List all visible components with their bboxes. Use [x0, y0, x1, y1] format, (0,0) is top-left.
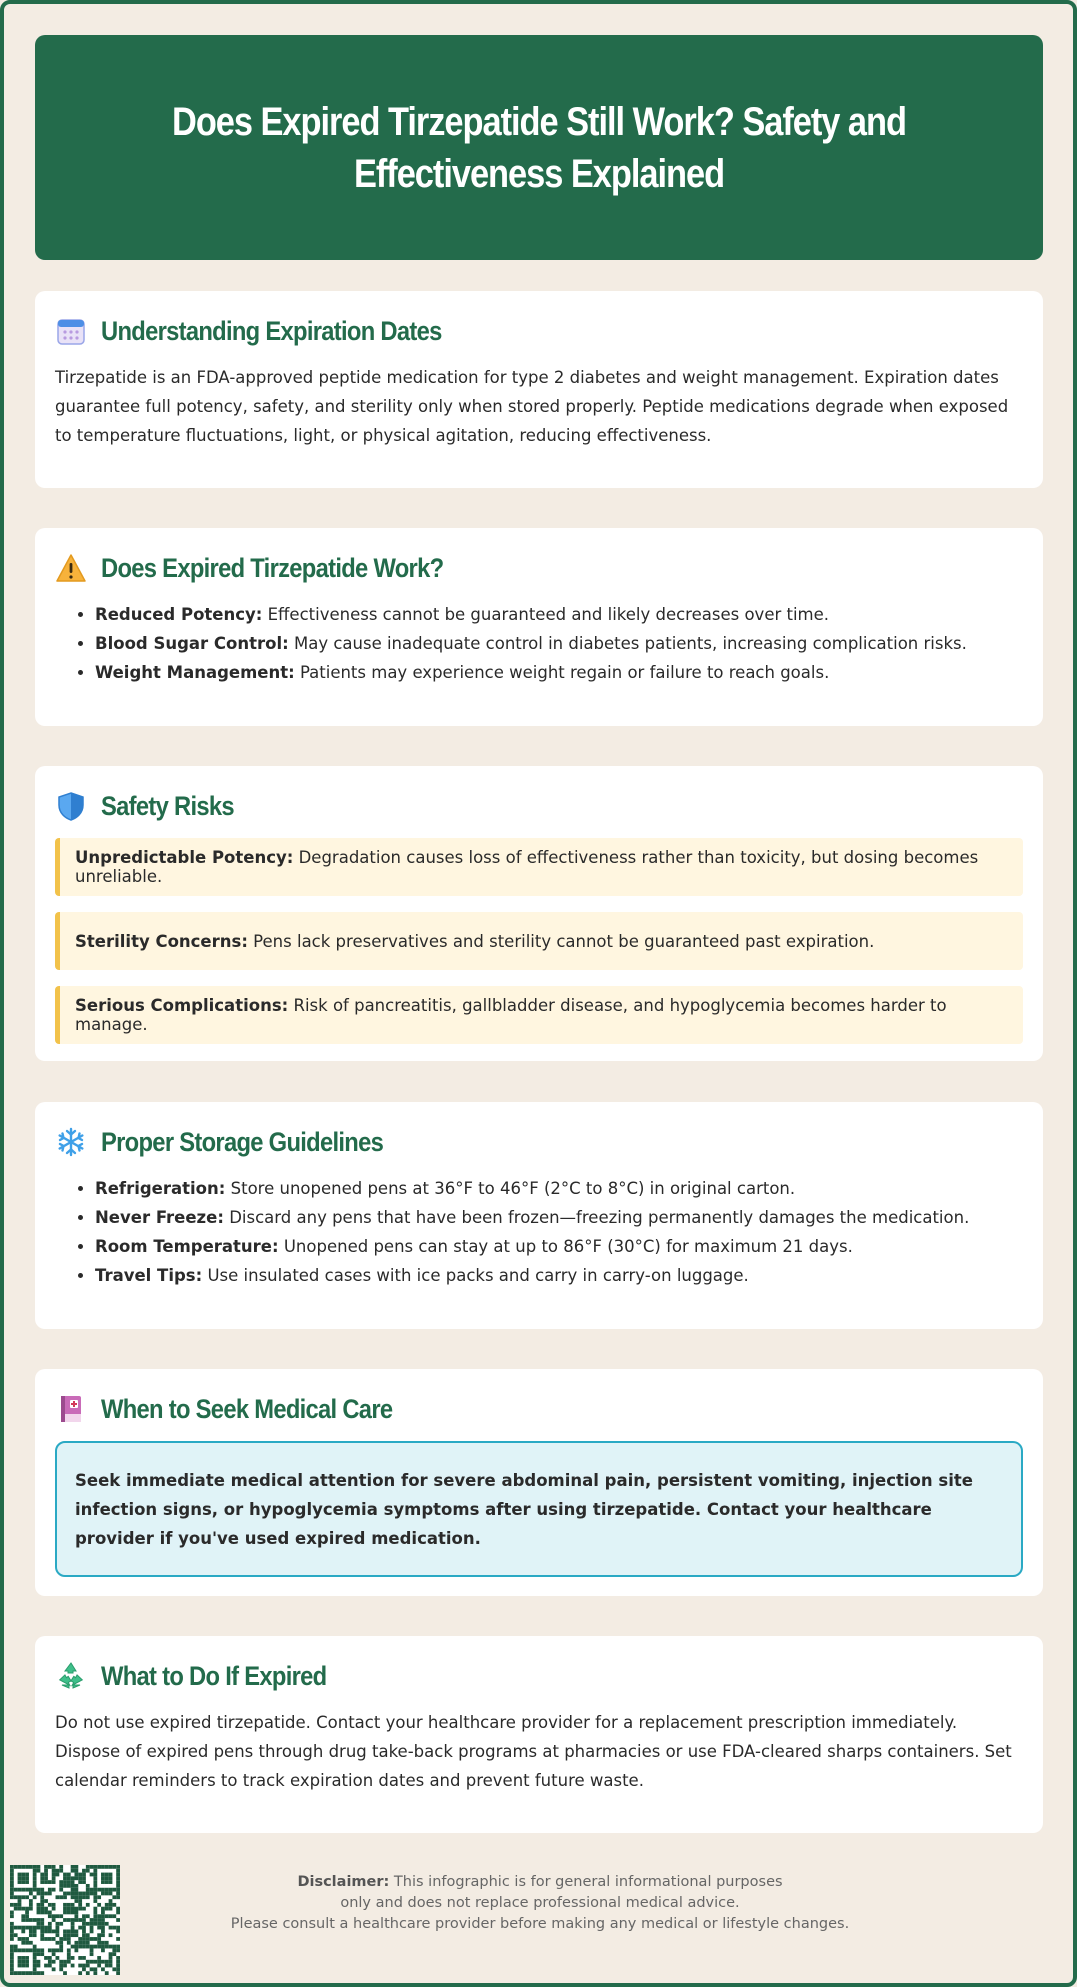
item-text: Discard any pens that have been frozen—freezing permanently damages the medication.	[229, 1208, 970, 1227]
section-title: What to Do If Expired	[101, 1660, 327, 1691]
works-list	[55, 600, 1023, 687]
item-text: May cause inadequate control in diabetes patients, increasing complication risks.	[293, 634, 967, 653]
section-title: When to Seek Medical Care	[101, 1393, 393, 1424]
card-if-expired	[35, 1636, 1043, 1833]
list-item	[95, 1232, 1023, 1261]
page-title: Does Expired Tirzepatide Still Work? Safety and Effectiveness Explained	[172, 99, 906, 196]
item-text: Store unopened pens at 36°F to 46°F (2°C to 8°C) in original carton.	[230, 1179, 796, 1198]
section-title: Understanding Expiration Dates	[101, 315, 442, 346]
warning-icon	[55, 552, 87, 584]
item-text: Patients may experience weight regain or failure to reach goals.	[299, 663, 830, 682]
item-text: Unopened pens can stay at up to 86°F (30°C) for maximum 21 days.	[283, 1237, 853, 1256]
list-item	[95, 1174, 1023, 1203]
item-text: Risk of pancreatitis, gallbladder disease, and hypoglycemia becomes harder to manage.	[75, 996, 947, 1034]
disclaimer-line: This infographic is for general informational purposes	[389, 1874, 783, 1890]
disclaimer-label: Disclaimer:	[297, 1874, 390, 1890]
item-label: Travel Tips:	[95, 1266, 203, 1285]
recycle-icon	[55, 1660, 87, 1692]
disclaimer-line: Please consult a healthcare provider before making any medical or lifestyle changes.	[230, 1916, 850, 1932]
snowflake-icon	[55, 1126, 87, 1158]
calendar-icon	[55, 315, 87, 347]
page-header	[35, 35, 1043, 260]
card-expiration-dates	[35, 291, 1043, 488]
list-item	[95, 1261, 1023, 1290]
item-text: Degradation causes loss of effectiveness rather than toxicity, but dosing becomes unreliable.	[75, 848, 979, 886]
item-label: Sterility Concerns:	[75, 931, 248, 951]
alert-text: Seek immediate medical attention for severe abdominal pain, persistent vomiting, injection site infection signs, or hypoglycemia symptoms after using tirzepatide. Contact your healthcare provider if you've used expired medication.	[75, 1470, 973, 1548]
item-label: Unpredictable Potency:	[75, 848, 294, 867]
medical-book-icon	[55, 1393, 87, 1425]
qr-code[interactable]	[10, 1865, 120, 1975]
risk-list	[55, 838, 1023, 1044]
item-label: Blood Sugar Control:	[95, 634, 289, 653]
risk-item	[55, 986, 1023, 1044]
storage-list	[55, 1174, 1023, 1290]
list-item	[95, 600, 1023, 629]
medical-alert	[55, 1441, 1023, 1577]
section-title: Does Expired Tirzepatide Work?	[101, 552, 444, 583]
item-label: Serious Complications:	[75, 996, 289, 1015]
section-title: Safety Risks	[101, 790, 234, 821]
section-text: Tirzepatide is an FDA-approved peptide medication for type 2 diabetes and weight management. Expiration dates guarantee full potency, safety, and sterility only when stored properly. Peptide medications degrade when exposed to temperature fluctuations, light, or physical agitation, reducing effectiveness.	[55, 368, 1009, 445]
risk-item	[55, 912, 1023, 970]
item-label: Refrigeration:	[95, 1179, 226, 1198]
disclaimer	[200, 1872, 880, 1935]
shield-icon	[55, 790, 87, 822]
item-label: Weight Management:	[95, 663, 295, 682]
card-does-it-work	[35, 528, 1043, 726]
item-label: Room Temperature:	[95, 1237, 279, 1256]
list-item	[95, 629, 1023, 658]
item-text: Effectiveness cannot be guaranteed and likely decreases over time.	[267, 605, 830, 624]
card-storage-guidelines	[35, 1102, 1043, 1329]
risk-item	[55, 838, 1023, 896]
item-text: Use insulated cases with ice packs and carry in carry-on luggage.	[207, 1266, 749, 1285]
section-title: Proper Storage Guidelines	[101, 1126, 384, 1157]
item-text: Pens lack preservatives and sterility cannot be guaranteed past expiration.	[253, 931, 875, 951]
card-safety-risks	[35, 766, 1043, 1061]
disclaimer-line: only and does not replace professional medical advice.	[340, 1895, 740, 1911]
list-item	[95, 658, 1023, 687]
card-medical-care	[35, 1369, 1043, 1596]
list-item	[95, 1203, 1023, 1232]
section-text: Do not use expired tirzepatide. Contact your healthcare provider for a replacement prescription immediately. Dispose of expired pens through drug take-back programs at pharmacies or use FDA-cleared sharps containers. Set calendar reminders to track expiration dates and prevent future waste.	[55, 1713, 1012, 1790]
item-label: Reduced Potency:	[95, 605, 263, 624]
item-label: Never Freeze:	[95, 1208, 224, 1227]
